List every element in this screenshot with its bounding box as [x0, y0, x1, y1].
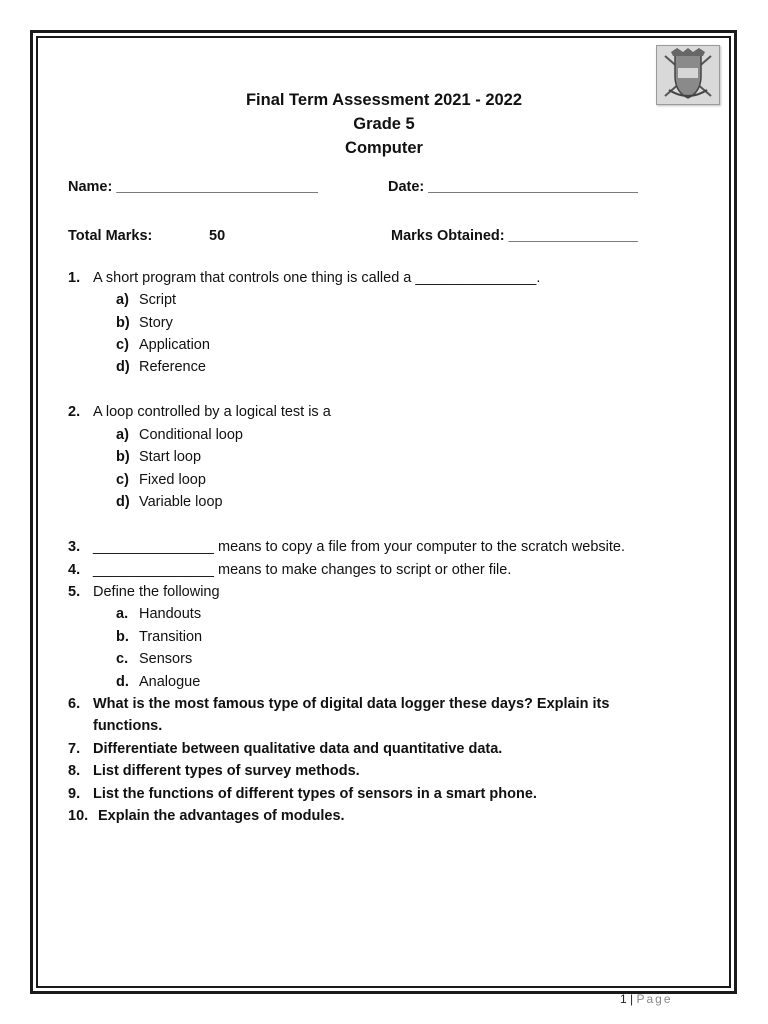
option-letter: c) — [116, 337, 129, 353]
page-footer — [620, 992, 673, 1006]
option-letter: d) — [116, 359, 130, 375]
option-text: Handouts — [139, 606, 202, 622]
option-text: Variable loop — [139, 494, 223, 510]
option-text: Story — [139, 315, 173, 331]
total-marks-label: Total Marks: — [68, 228, 153, 244]
assessment-title: Final Term Assessment 2021 - 2022 — [245, 91, 523, 109]
question-number: 10. — [68, 808, 89, 824]
question-number: 3. — [68, 539, 81, 555]
question-number: 8. — [68, 763, 81, 779]
option-letter: a) — [116, 292, 129, 308]
footer-separator: | — [630, 992, 634, 1006]
page-label: Page — [636, 992, 673, 1006]
question-text: A short program that controls one thing is called a _______________. — [93, 270, 541, 286]
option-text: Reference — [139, 359, 206, 375]
option-letter: d) — [116, 494, 130, 510]
option-text: Transition — [139, 629, 203, 645]
question-number: 6. — [68, 696, 81, 712]
question-number: 2. — [68, 404, 81, 420]
name-field: Name: _________________________ — [68, 179, 318, 195]
marks-obtained-field: Marks Obtained: ________________ — [391, 228, 638, 244]
option-text: Script — [139, 292, 177, 308]
question-number: 9. — [68, 786, 81, 802]
question-text: List different types of survey methods. — [93, 763, 360, 779]
question-text: Differentiate between qualitative data and quantitative data. — [93, 741, 503, 757]
option-letter: c. — [116, 651, 129, 667]
question-text: _______________ means to copy a file from your computer to the scratch website. — [93, 539, 625, 555]
question-number: 4. — [68, 562, 81, 578]
question-text: A loop controlled by a logical test is a — [93, 404, 331, 420]
option-letter: a) — [116, 427, 129, 443]
option-letter: c) — [116, 472, 129, 488]
date-field: Date: __________________________ — [388, 179, 638, 195]
option-text: Start loop — [139, 449, 202, 465]
total-marks-value: 50 — [209, 228, 226, 244]
question-text: Define the following — [93, 584, 220, 600]
question-text-continued: functions. — [93, 718, 163, 734]
question-text: What is the most famous type of digital data logger these days? Explain its — [93, 696, 610, 712]
question-text: _______________ means to make changes to script or other file. — [93, 562, 512, 578]
question-number: 1. — [68, 270, 81, 286]
option-letter: a. — [116, 606, 129, 622]
page-number: 1 — [620, 992, 627, 1006]
question-text: Explain the advantages of modules. — [98, 808, 345, 824]
option-letter: b. — [116, 629, 129, 645]
option-text: Application — [139, 337, 210, 353]
option-letter: b) — [116, 449, 130, 465]
question-number: 7. — [68, 741, 81, 757]
grade-label: Grade 5 — [353, 115, 415, 133]
question-text: List the functions of different types of sensors in a smart phone. — [93, 786, 537, 802]
option-text: Fixed loop — [139, 472, 206, 488]
option-text: Analogue — [139, 674, 201, 690]
option-letter: d. — [116, 674, 129, 690]
option-letter: b) — [116, 315, 130, 331]
question-number: 5. — [68, 584, 81, 600]
subject-label: Computer — [345, 139, 423, 157]
option-text: Sensors — [139, 651, 193, 667]
option-text: Conditional loop — [139, 427, 243, 443]
